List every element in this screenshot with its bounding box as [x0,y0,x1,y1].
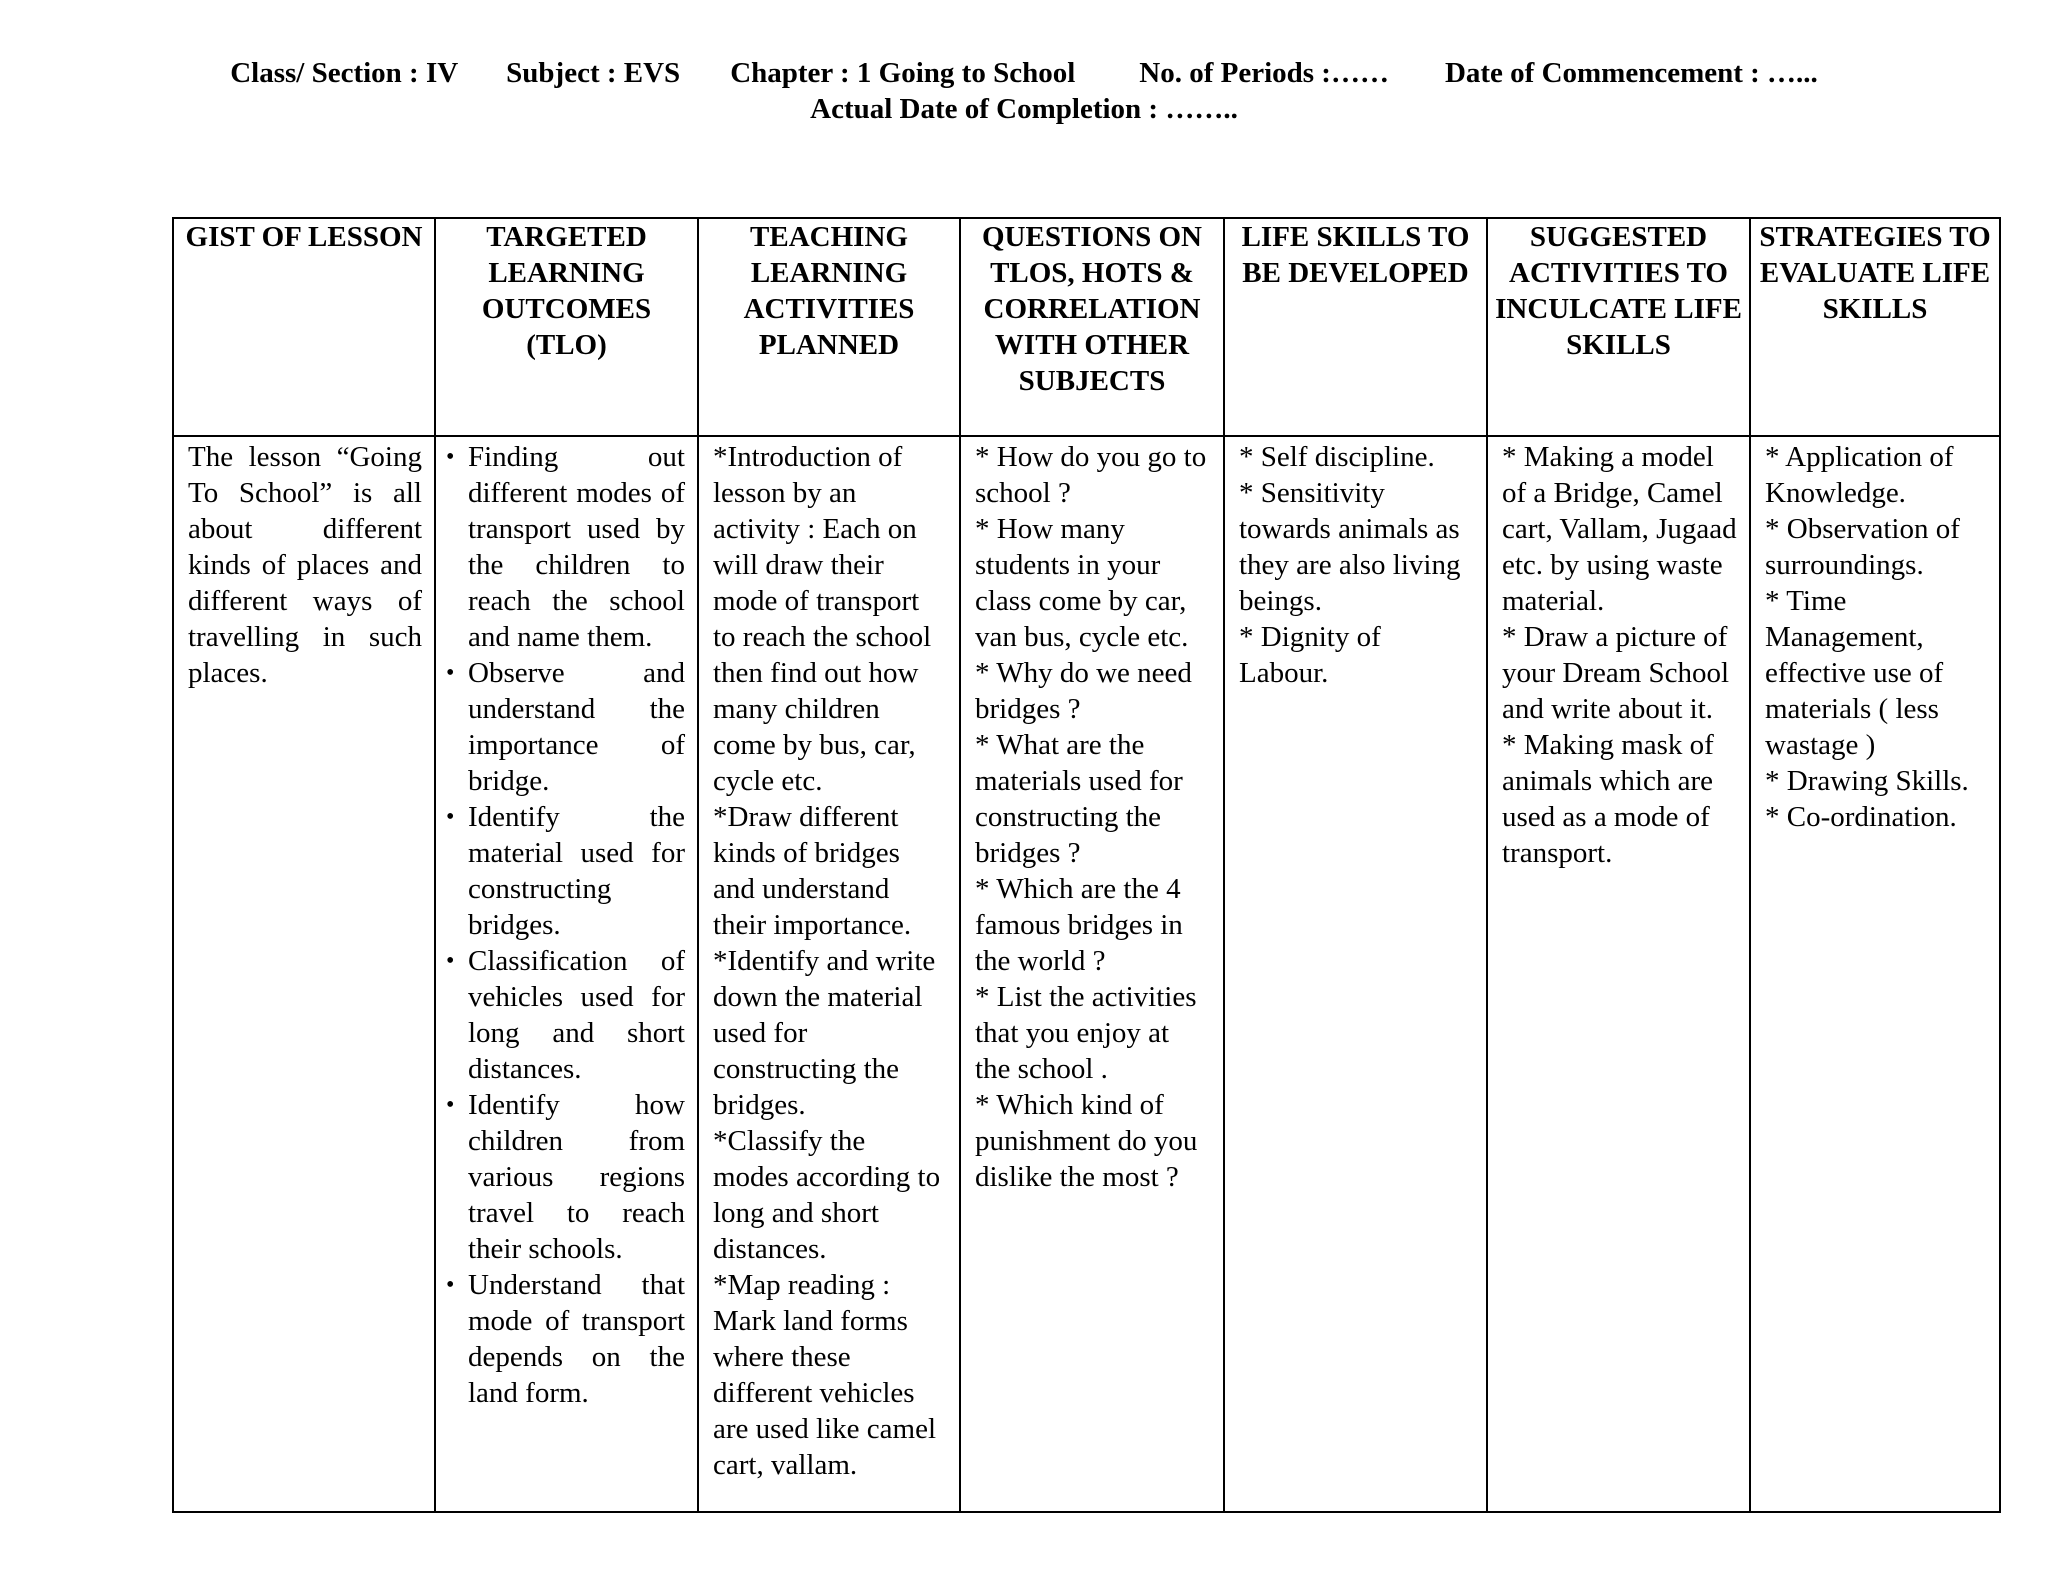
lesson-plan-table [172,217,2001,1513]
tlo-text: Identify the material used for constructing bridges. [468,801,685,941]
list-item [446,655,685,799]
periods-label: No. of Periods :…… [1139,57,1389,89]
tlo-text: Finding out different modes of transport used by the children to reach the school and name them. [468,441,685,653]
question-item: * How do you go to school ? [975,441,1207,509]
bullet-icon: • [446,444,455,470]
strategy-item: * Application of Knowledge. [1765,441,1954,509]
tlo-text: Identify how children from various regions travel to reach their schools. [468,1089,685,1265]
suggested-activities-cell [1487,436,1750,1512]
activity-item: *Identify and write down the material used for constructing the bridges. [713,945,936,1121]
questions-cell [960,436,1224,1512]
activity-item: *Draw different kinds of bridges and understand their importance. [713,801,912,941]
activity-item: *Introduction of lesson by an activity : Each on will draw their mode of transport to reach the school then find out how many children come by bus, car, cycle etc. [713,441,932,797]
bullet-icon: • [446,1272,455,1298]
life-skill-item: * Dignity of Labour. [1239,621,1381,689]
bullet-icon: • [446,804,455,830]
tlo-text: Classification of vehicles used for long and short distances. [468,945,685,1085]
list-item [446,799,685,943]
life-skill-item: * Sensitivity towards animals as they are also living beings. [1239,477,1461,617]
life-skills-cell [1224,436,1487,1512]
question-item: * Which are the 4 famous bridges in the world ? [975,873,1183,977]
class-section-label: Class/ Section : IV [230,57,459,89]
tlo-cell [435,436,698,1512]
column-header-suggested: SUGGESTED ACTIVITIES TO INCULCATE LIFE SKILLS [1487,218,1750,436]
suggested-activity-item: * Draw a picture of your Dream School and write about it. [1502,621,1730,725]
life-skill-item: * Self discipline. [1239,441,1435,473]
question-item: * Which kind of punishment do you dislike the most ? [975,1089,1198,1193]
suggested-activity-item: * Making a model of a Bridge, Camel cart, Vallam, Jugaad etc. by using waste material. [1502,441,1737,617]
activity-item: *Classify the modes according to long and short distances. [713,1125,941,1265]
completion-line [0,91,2048,127]
column-header-activities: TEACHING LEARNING ACTIVITIES PLANNED [698,218,960,436]
column-header-life-skills: LIFE SKILLS TO BE DEVELOPED [1224,218,1487,436]
gist-text: The lesson “Going To School” is all about different kinds of places and different ways of travelling in such places. [188,441,422,689]
list-item [446,439,685,655]
bullet-icon: • [446,948,455,974]
completion-label: Actual Date of Completion : …….. [810,93,1238,125]
list-item [446,1267,685,1411]
strategy-item: * Co-ordination. [1765,801,1957,833]
column-header-gist: GIST OF LESSON [173,218,435,436]
document-header [0,55,2048,91]
gist-cell [173,436,435,1512]
list-item [446,1087,685,1267]
header-row [173,218,2000,436]
column-header-tlo: TARGETED LEARNING OUTCOMES (TLO) [435,218,698,436]
question-item: * Why do we need bridges ? [975,657,1192,725]
question-item: * How many students in your class come by car, van bus, cycle etc. [975,513,1189,653]
table-row [173,436,2000,1512]
subject-label: Subject : EVS [506,57,681,89]
activities-cell [698,436,960,1512]
chapter-label: Chapter : 1 Going to School [730,57,1076,89]
list-item [446,943,685,1087]
tlo-text: Understand that mode of transport depends on the land form. [468,1269,685,1409]
strategies-cell [1750,436,2000,1512]
commencement-label: Date of Commencement : …... [1444,57,1818,89]
tlo-text: Observe and understand the importance of bridge. [468,657,685,797]
tlo-list [446,439,685,1411]
strategy-item: * Observation of surroundings. [1765,513,1960,581]
bullet-icon: • [446,660,455,686]
column-header-questions: QUESTIONS ON TLOS, HOTS & CORRELATION WITH OTHER SUBJECTS [960,218,1224,436]
column-header-strategies: STRATEGIES TO EVALUATE LIFE SKILLS [1750,218,2000,436]
strategy-item: * Time Management, effective use of materials ( less wastage ) [1765,585,1944,761]
question-item: * List the activities that you enjoy at the school . [975,981,1197,1085]
question-item: * What are the materials used for constructing the bridges ? [975,729,1183,869]
activity-item: *Map reading : Mark land forms where these different vehicles are used like camel cart, vallam. [713,1269,937,1481]
strategy-item: * Drawing Skills. [1765,765,1969,797]
suggested-activity-item: * Making mask of animals which are used as a mode of transport. [1502,729,1714,869]
bullet-icon: • [446,1092,455,1118]
